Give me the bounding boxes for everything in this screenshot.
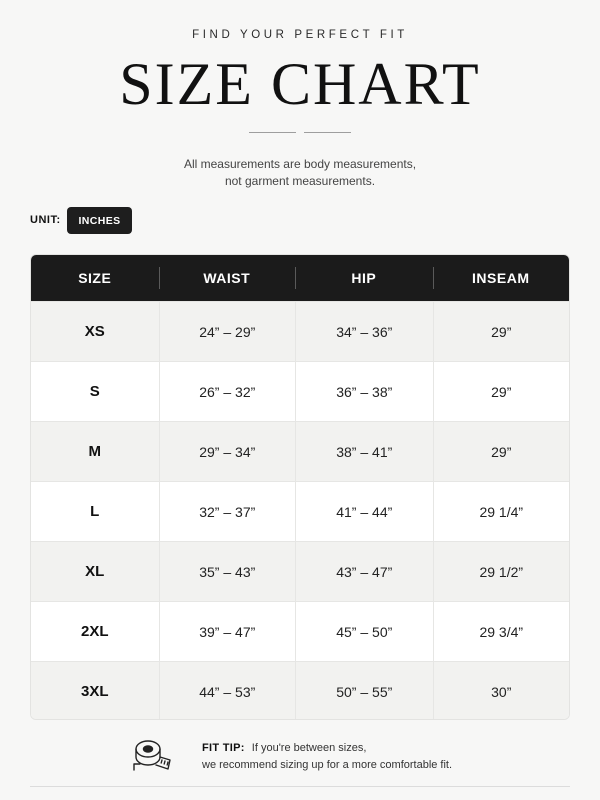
cell-waist: 39” – 47”: [159, 602, 296, 661]
fit-tip: [202, 740, 532, 774]
cell-inseam: 29”: [433, 302, 570, 361]
cell-hip: 41” – 44”: [295, 482, 432, 541]
cell-inseam: 29”: [433, 422, 570, 481]
table-row: [31, 301, 569, 361]
cell-hip: 34” – 36”: [295, 302, 432, 361]
size-table: [30, 254, 570, 720]
page-title: SIZE CHART: [119, 51, 481, 117]
title-divider-left: [249, 132, 296, 133]
fit-tip-line-2: we recommend sizing up for a more comfortable fit.: [202, 759, 453, 771]
table-row: [31, 541, 569, 601]
measuring-tape-icon: [132, 735, 174, 775]
unit-toggle-inches[interactable]: INCHES: [67, 207, 132, 234]
table-row: [31, 421, 569, 481]
cell-waist: 29” – 34”: [159, 422, 296, 481]
cell-inseam: 29 1/2”: [433, 542, 570, 601]
bottom-divider: [30, 786, 570, 787]
title-divider-right: [304, 132, 351, 133]
column-header-inseam: INSEAM: [433, 255, 570, 301]
cell-waist: 44” – 53”: [159, 662, 296, 720]
cell-waist: 35” – 43”: [159, 542, 296, 601]
cell-inseam: 29”: [433, 362, 570, 421]
cell-inseam: 30”: [433, 662, 570, 720]
cell-waist: 24” – 29”: [159, 302, 296, 361]
cell-inseam: 29 3/4”: [433, 602, 570, 661]
table-header-row: [31, 255, 569, 301]
cell-inseam: 29 1/4”: [433, 482, 570, 541]
table-row: [31, 361, 569, 421]
subtitle-line-2: not garment measurements.: [224, 174, 376, 188]
cell-hip: 43” – 47”: [295, 542, 432, 601]
cell-size: M: [88, 443, 101, 460]
cell-size: XS: [84, 323, 105, 340]
cell-hip: 50” – 55”: [295, 662, 432, 720]
fit-tip-line-1: [202, 740, 532, 757]
unit-label: UNIT:: [30, 214, 61, 226]
cell-hip: 36” – 38”: [295, 362, 432, 421]
column-header-waist: WAIST: [159, 255, 296, 301]
fit-tip-text-1: If you're between sizes,: [251, 742, 367, 754]
cell-waist: 26” – 32”: [159, 362, 296, 421]
fit-tip-key: FIT TIP:: [202, 742, 245, 754]
subtitle-line-1: All measurements are body measurements,: [183, 157, 417, 171]
table-row: [31, 661, 569, 720]
cell-hip: 38” – 41”: [295, 422, 432, 481]
column-header-hip: HIP: [295, 255, 432, 301]
column-header-size: SIZE: [78, 270, 112, 286]
table-body: [31, 301, 569, 720]
cell-waist: 32” – 37”: [159, 482, 296, 541]
cell-size: 2XL: [81, 623, 109, 640]
table-row: [31, 601, 569, 661]
cell-size: S: [89, 383, 100, 400]
subtitle: [0, 156, 600, 190]
cell-size: L: [90, 503, 100, 520]
cell-size: 3XL: [81, 683, 109, 700]
table-row: [31, 481, 569, 541]
cell-hip: 45” – 50”: [295, 602, 432, 661]
eyebrow-text: FIND YOUR PERFECT FIT: [192, 29, 408, 41]
cell-size: XL: [85, 563, 105, 580]
